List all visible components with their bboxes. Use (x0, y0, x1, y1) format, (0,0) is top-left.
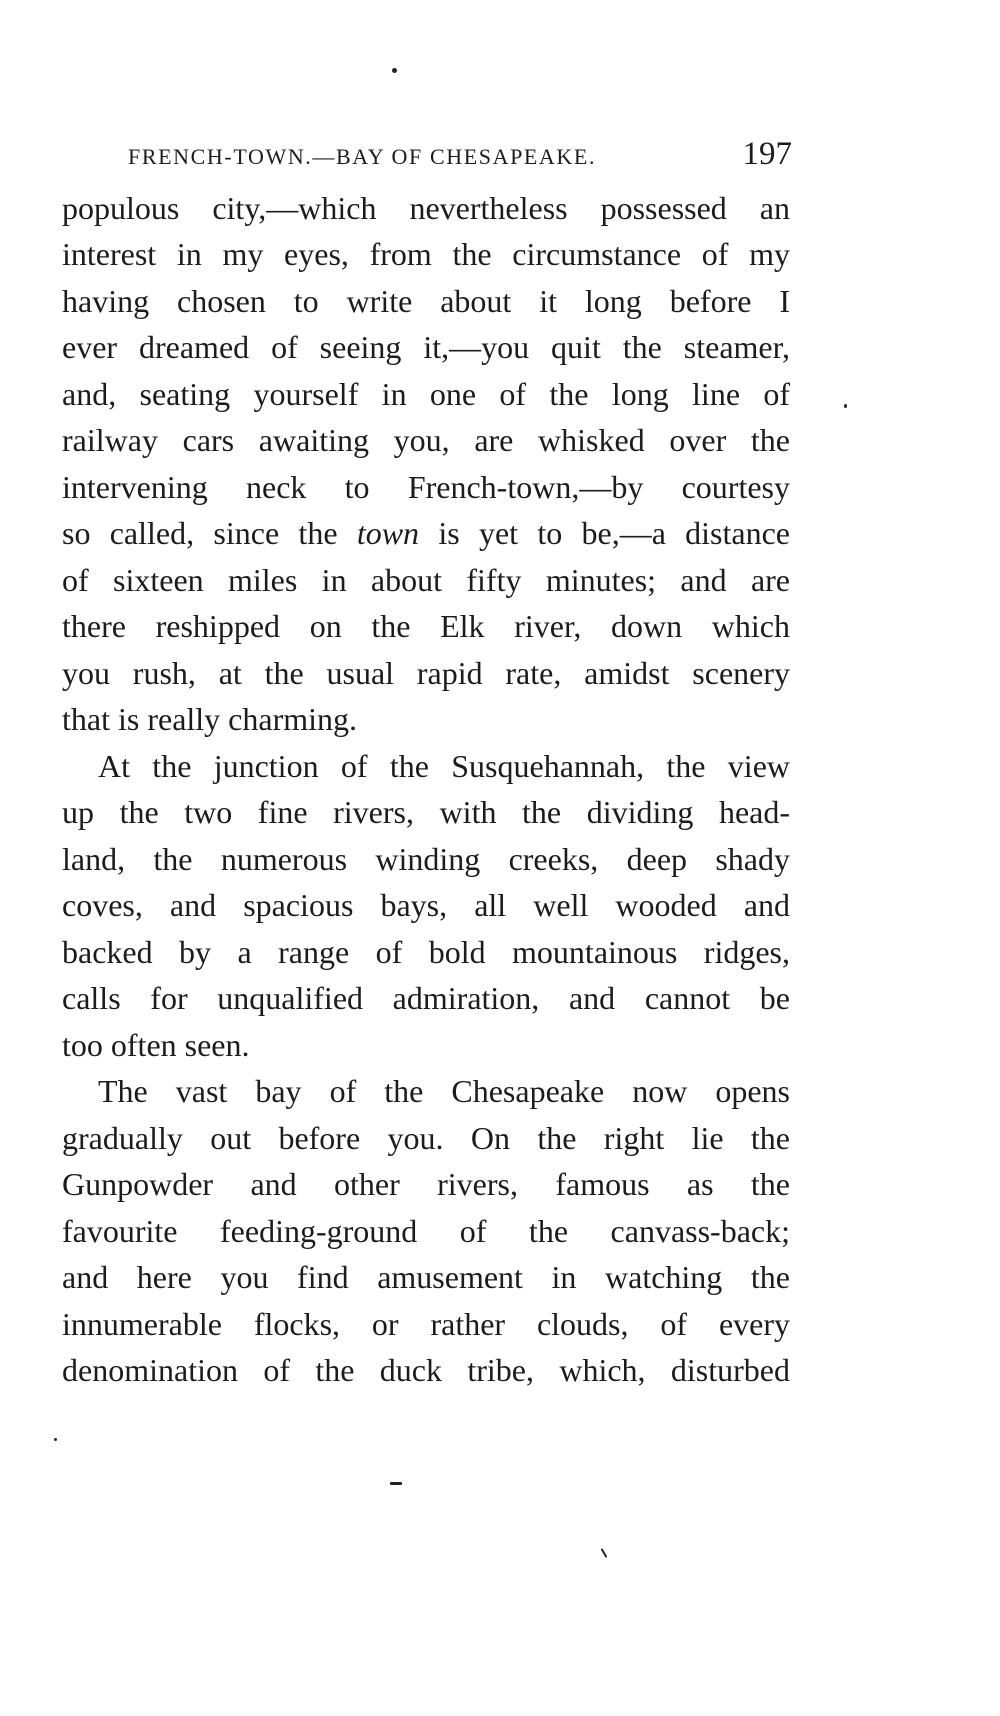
text-line: and here you find amusement in watching the (62, 1259, 790, 1295)
page-number: 197 (742, 136, 792, 172)
text-line: up the two fine rivers, with the dividing head- (62, 794, 790, 830)
text-line: of sixteen miles in about fifty minutes; and are (62, 562, 790, 598)
text-line: too often seen. (62, 1027, 250, 1063)
print-speck (392, 68, 397, 73)
text-line: land, the numerous winding creeks, deep shady (62, 841, 790, 877)
italic-word: town (356, 515, 420, 551)
text-line: intervening neck to French-town,—by courtesy (62, 469, 790, 505)
running-title: FRENCH-TOWN.—BAY OF CHESAPEAKE. (128, 144, 597, 169)
text-line (62, 513, 790, 553)
text-line: coves, and spacious bays, all well wooded and (62, 887, 790, 923)
text-line: you rush, at the usual rapid rate, amidst scenery (62, 655, 790, 691)
text-line: At the junction of the Susquehannah, the view (98, 748, 790, 784)
text-line: railway cars awaiting you, are whisked over the (62, 422, 790, 458)
text-line: and, seating yourself in one of the long line of (62, 376, 790, 412)
text-line: backed by a range of bold mountainous ridges, (62, 934, 790, 970)
text-line: having chosen to write about it long before I (62, 283, 790, 319)
text-line: calls for unqualified admiration, and cannot be (62, 980, 790, 1016)
text-line: interest in my eyes, from the circumstance of my (62, 236, 790, 272)
print-speck (54, 1438, 57, 1441)
text-line: Gunpowder and other rivers, famous as the (62, 1166, 790, 1202)
text-line: innumerable flocks, or rather clouds, of every (62, 1306, 790, 1342)
running-head (128, 136, 792, 176)
print-speck (390, 1482, 402, 1485)
print-speck (844, 404, 847, 408)
text-line: gradually out before you. On the right lie the (62, 1120, 790, 1156)
text-run: so called, since the (62, 515, 357, 551)
text-line: that is really charming. (62, 701, 358, 737)
text-run: is yet to be,—a distance (419, 515, 791, 551)
text-line: favourite feeding-ground of the canvass-back; (62, 1213, 790, 1249)
text-line: populous city,—which nevertheless possessed an (62, 190, 790, 226)
text-line: The vast bay of the Chesapeake now opens (98, 1073, 790, 1109)
text-line: ever dreamed of seeing it,—you quit the steamer, (62, 329, 790, 365)
text-line: denomination of the duck tribe, which, disturbed (62, 1352, 790, 1388)
text-line: there reshipped on the Elk river, down which (62, 608, 790, 644)
print-speck (601, 1548, 608, 1558)
